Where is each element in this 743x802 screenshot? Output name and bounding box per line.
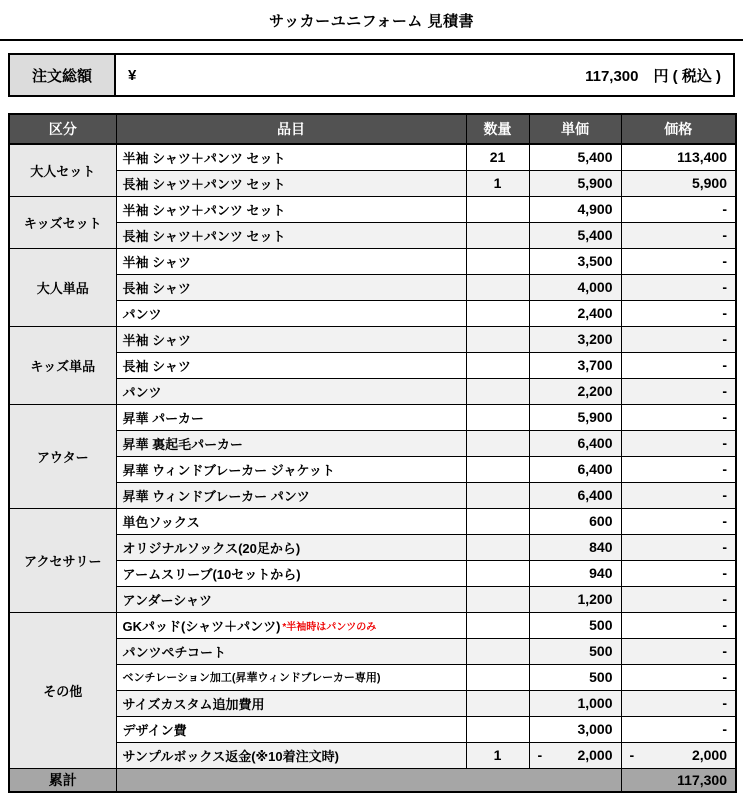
price-cell: - — [621, 482, 736, 508]
unit-price-cell: 6,400 — [529, 456, 621, 482]
unit-price-cell: 3,500 — [529, 248, 621, 274]
grand-total-label: 累計 — [9, 768, 116, 792]
order-total-bar — [8, 53, 735, 97]
table-row — [9, 664, 736, 690]
page-title: サッカーユニフォーム 見積書 — [0, 0, 743, 41]
minus-sign: - — [629, 747, 635, 763]
table-row — [9, 716, 736, 742]
grand-total-row — [9, 768, 736, 792]
price-cell: - — [621, 560, 736, 586]
items-tbody — [9, 144, 736, 768]
price-cell: - — [621, 456, 736, 482]
item-label: サンプルボックス返金(※10着注文時) — [122, 748, 339, 764]
table-row — [9, 404, 736, 430]
table-row — [9, 300, 736, 326]
item-label: アームスリーブ(10セットから) — [122, 566, 301, 582]
money-value: 2,000 — [577, 747, 613, 763]
price-cell: - — [621, 248, 736, 274]
item-cell — [116, 222, 466, 248]
table-row — [9, 274, 736, 300]
table-row — [9, 456, 736, 482]
price-cell: - — [621, 222, 736, 248]
item-cell — [116, 144, 466, 170]
qty-cell — [466, 326, 529, 352]
qty-cell — [466, 664, 529, 690]
unit-price-cell: 4,900 — [529, 196, 621, 222]
item-cell — [116, 742, 466, 768]
item-label: 長袖 シャツ＋パンツ セット — [122, 176, 286, 192]
price-cell: - — [621, 326, 736, 352]
qty-cell — [466, 378, 529, 404]
unit-price-cell — [529, 742, 621, 768]
qty-cell: 1 — [466, 742, 529, 768]
item-label: サイズカスタム追加費用 — [122, 696, 265, 712]
money-value: 2,000 — [691, 747, 727, 763]
item-label: アンダーシャツ — [122, 592, 212, 608]
qty-cell — [466, 196, 529, 222]
col-header-qty: 数量 — [466, 114, 529, 144]
item-label: パンツペチコート — [122, 644, 226, 660]
price-cell — [621, 742, 736, 768]
price-cell: - — [621, 664, 736, 690]
item-label: 半袖 シャツ — [122, 254, 191, 270]
qty-cell — [466, 612, 529, 638]
item-label: デザイン費 — [122, 722, 187, 738]
item-cell — [116, 404, 466, 430]
price-cell: - — [621, 534, 736, 560]
item-label: 単色ソックス — [122, 514, 200, 530]
qty-cell — [466, 456, 529, 482]
item-label: パンツ — [122, 384, 162, 400]
qty-cell — [466, 430, 529, 456]
qty-cell: 1 — [466, 170, 529, 196]
item-label: 昇華 ウィンドブレーカー パンツ — [122, 488, 310, 504]
order-total-label: 注文総額 — [10, 55, 116, 95]
item-note: *半袖時はパンツのみ — [282, 621, 377, 633]
category-cell: キッズ単品 — [9, 326, 116, 404]
unit-price-cell: 3,200 — [529, 326, 621, 352]
item-cell — [116, 378, 466, 404]
table-row — [9, 482, 736, 508]
table-row — [9, 612, 736, 638]
grand-total-value: 117,300 — [621, 768, 736, 792]
qty-cell — [466, 274, 529, 300]
unit-price-cell: 5,400 — [529, 144, 621, 170]
item-label: 半袖 シャツ＋パンツ セット — [122, 202, 286, 218]
price-cell: - — [621, 404, 736, 430]
item-cell — [116, 430, 466, 456]
unit-price-cell: 3,700 — [529, 352, 621, 378]
unit-price-cell: 500 — [529, 638, 621, 664]
price-cell: - — [621, 690, 736, 716]
col-header-unit-price: 単価 — [529, 114, 621, 144]
qty-cell — [466, 300, 529, 326]
category-cell: アクセサリー — [9, 508, 116, 612]
grand-total-spacer — [116, 768, 621, 792]
qty-cell — [466, 716, 529, 742]
order-total-value — [116, 55, 733, 95]
item-label: 昇華 パーカー — [122, 410, 204, 426]
col-header-category: 区分 — [9, 114, 116, 144]
table-row — [9, 248, 736, 274]
qty-cell — [466, 508, 529, 534]
category-cell: 大人単品 — [9, 248, 116, 326]
item-label: 昇華 ウィンドブレーカー ジャケット — [122, 462, 335, 478]
table-row — [9, 196, 736, 222]
table-row — [9, 742, 736, 768]
price-cell: - — [621, 586, 736, 612]
currency-symbol: ¥ — [128, 66, 137, 84]
item-cell — [116, 456, 466, 482]
item-cell — [116, 274, 466, 300]
table-row — [9, 352, 736, 378]
qty-cell — [466, 404, 529, 430]
item-label: オリジナルソックス(20足から) — [122, 540, 301, 556]
table-row — [9, 144, 736, 170]
table-row — [9, 534, 736, 560]
table-row — [9, 560, 736, 586]
item-cell — [116, 716, 466, 742]
qty-cell — [466, 638, 529, 664]
item-cell — [116, 508, 466, 534]
price-cell: - — [621, 508, 736, 534]
price-cell: - — [621, 300, 736, 326]
order-total-amount: 117,300 — [585, 67, 639, 85]
item-label: 昇華 裏起毛パーカー — [122, 436, 243, 452]
unit-price-cell: 4,000 — [529, 274, 621, 300]
table-row — [9, 508, 736, 534]
item-cell — [116, 664, 466, 690]
qty-cell — [466, 248, 529, 274]
order-total-amount-wrap — [585, 65, 721, 86]
item-cell — [116, 326, 466, 352]
unit-price-cell: 5,900 — [529, 404, 621, 430]
item-label: 長袖 シャツ＋パンツ セット — [122, 228, 286, 244]
item-label: 半袖 シャツ — [122, 332, 191, 348]
item-cell — [116, 170, 466, 196]
price-cell: - — [621, 378, 736, 404]
unit-price-cell: 6,400 — [529, 430, 621, 456]
qty-cell — [466, 482, 529, 508]
item-label: GKパッド(シャツ＋パンツ) — [122, 618, 281, 634]
minus-sign: - — [537, 747, 543, 763]
item-cell — [116, 534, 466, 560]
col-header-item: 品目 — [116, 114, 466, 144]
price-cell: - — [621, 196, 736, 222]
category-cell: アウター — [9, 404, 116, 508]
unit-price-cell: 5,400 — [529, 222, 621, 248]
price-cell: - — [621, 638, 736, 664]
quote-table — [8, 113, 737, 793]
item-label: 半袖 シャツ＋パンツ セット — [122, 150, 286, 166]
table-row — [9, 430, 736, 456]
unit-price-cell: 5,900 — [529, 170, 621, 196]
qty-cell — [466, 222, 529, 248]
unit-price-cell: 6,400 — [529, 482, 621, 508]
item-cell — [116, 560, 466, 586]
price-cell: - — [621, 274, 736, 300]
price-cell: 113,400 — [621, 144, 736, 170]
item-label: 長袖 シャツ — [122, 358, 191, 374]
col-header-price: 価格 — [621, 114, 736, 144]
table-row — [9, 222, 736, 248]
unit-price-cell: 500 — [529, 664, 621, 690]
price-cell: 5,900 — [621, 170, 736, 196]
category-cell: 大人セット — [9, 144, 116, 196]
item-label: 長袖 シャツ — [122, 280, 191, 296]
item-cell — [116, 482, 466, 508]
unit-price-cell: 3,000 — [529, 716, 621, 742]
qty-cell — [466, 534, 529, 560]
item-label: パンツ — [122, 306, 162, 322]
price-cell: - — [621, 612, 736, 638]
item-cell — [116, 352, 466, 378]
item-cell — [116, 248, 466, 274]
price-cell: - — [621, 716, 736, 742]
unit-price-cell: 2,200 — [529, 378, 621, 404]
unit-price-cell: 2,400 — [529, 300, 621, 326]
category-cell: その他 — [9, 612, 116, 768]
table-row — [9, 586, 736, 612]
table-header-row — [9, 114, 736, 144]
table-row — [9, 378, 736, 404]
price-cell: - — [621, 430, 736, 456]
unit-price-cell: 500 — [529, 612, 621, 638]
price-cell: - — [621, 352, 736, 378]
unit-price-cell: 840 — [529, 534, 621, 560]
qty-cell — [466, 352, 529, 378]
item-cell — [116, 612, 466, 638]
qty-cell — [466, 586, 529, 612]
item-cell — [116, 300, 466, 326]
qty-cell — [466, 560, 529, 586]
qty-cell: 21 — [466, 144, 529, 170]
table-row — [9, 170, 736, 196]
item-cell — [116, 586, 466, 612]
table-row — [9, 638, 736, 664]
table-row — [9, 690, 736, 716]
table-row — [9, 326, 736, 352]
item-label: ベンチレーション加工(昇華ウィンドブレーカー専用) — [122, 672, 381, 684]
unit-price-cell: 940 — [529, 560, 621, 586]
order-total-suffix: 円 ( 税込 ) — [653, 67, 721, 85]
qty-cell — [466, 690, 529, 716]
item-cell — [116, 196, 466, 222]
unit-price-cell: 600 — [529, 508, 621, 534]
category-cell: キッズセット — [9, 196, 116, 248]
item-cell — [116, 638, 466, 664]
unit-price-cell: 1,200 — [529, 586, 621, 612]
item-cell — [116, 690, 466, 716]
unit-price-cell: 1,000 — [529, 690, 621, 716]
